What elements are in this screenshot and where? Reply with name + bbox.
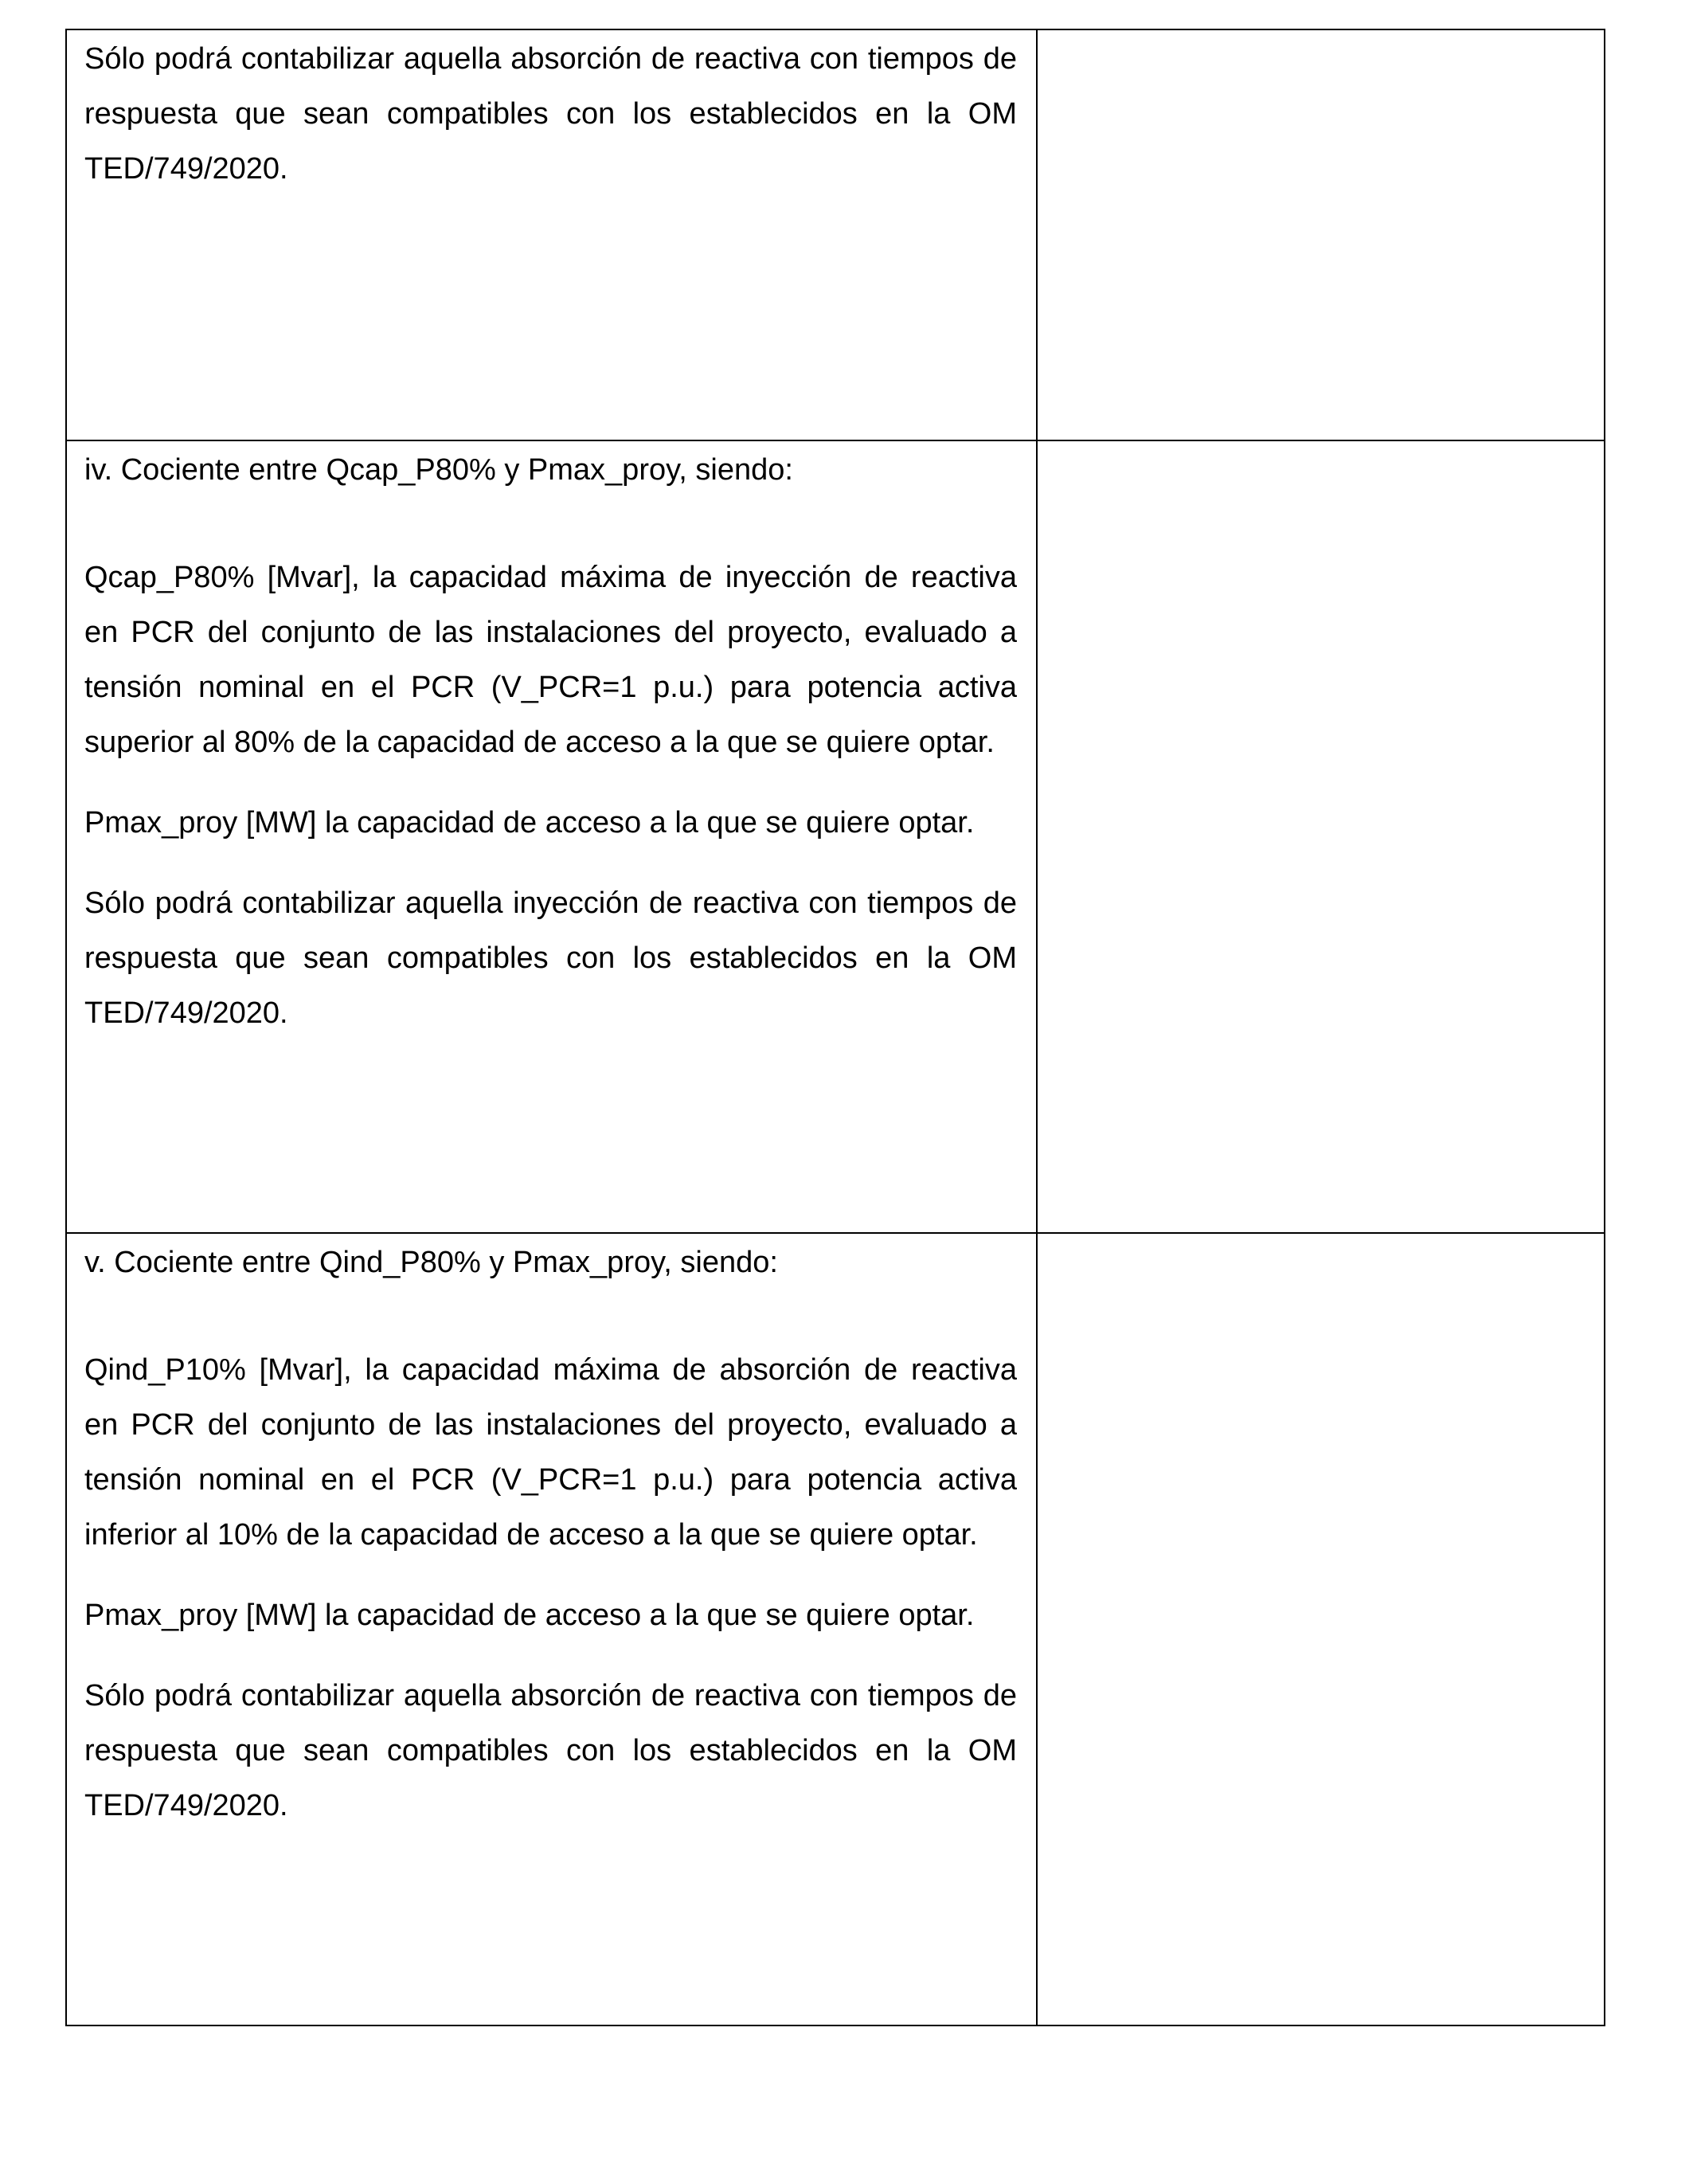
paragraph: Qind_P10% [Mvar], la capacidad máxima de absorción de reactiva en PCR del conjunto de las instalaciones del proyecto, evaluado a tensión nominal en el PCR (V_PCR=1 p.u.) para potencia activa inferior al 10% de la capacidad de acceso a la que se quiere optar. xyxy=(84,1353,1017,1552)
criteria-description-cell xyxy=(66,29,1037,440)
paragraph: Sólo podrá contabilizar aquella absorción de reactiva con tiempos de respuesta que sean compatibles con los establecidos en la OM TED/749/2020. xyxy=(84,1679,1017,1822)
criteria-value-cell xyxy=(1037,29,1605,440)
criterion-heading: iv. Cociente entre Qcap_P80% y Pmax_proy, siendo: xyxy=(84,453,793,487)
criteria-value-cell xyxy=(1037,1233,1605,2025)
paragraph: Pmax_proy [MW] la capacidad de acceso a la que se quiere optar. xyxy=(84,806,975,840)
paragraph: Qcap_P80% [Mvar], la capacidad máxima de inyección de reactiva en PCR del conjunto de las instalaciones del proyecto, evaluado a tensión nominal en el PCR (V_PCR=1 p.u.) para potencia activa superior al 80% de la capacidad de acceso a la que se quiere optar. xyxy=(84,561,1017,759)
criterion-heading: v. Cociente entre Qind_P80% y Pmax_proy, siendo: xyxy=(84,1246,778,1279)
paragraph: Pmax_proy [MW] la capacidad de acceso a la que se quiere optar. xyxy=(84,1599,975,1632)
criteria-value-cell xyxy=(1037,440,1605,1233)
criteria-description-cell xyxy=(66,440,1037,1233)
table-row xyxy=(66,440,1605,1233)
paragraph: Sólo podrá contabilizar aquella inyección de reactiva con tiempos de respuesta que sean compatibles con los establecidos en la OM TED/749/2020. xyxy=(84,887,1017,1030)
criteria-description-cell xyxy=(66,1233,1037,2025)
table-row xyxy=(66,29,1605,440)
table-row xyxy=(66,1233,1605,2025)
paragraph: Sólo podrá contabilizar aquella absorción de reactiva con tiempos de respuesta que sean compatibles con los establecidos en la OM TED/749/2020. xyxy=(84,42,1017,186)
criteria-table xyxy=(65,29,1605,2026)
